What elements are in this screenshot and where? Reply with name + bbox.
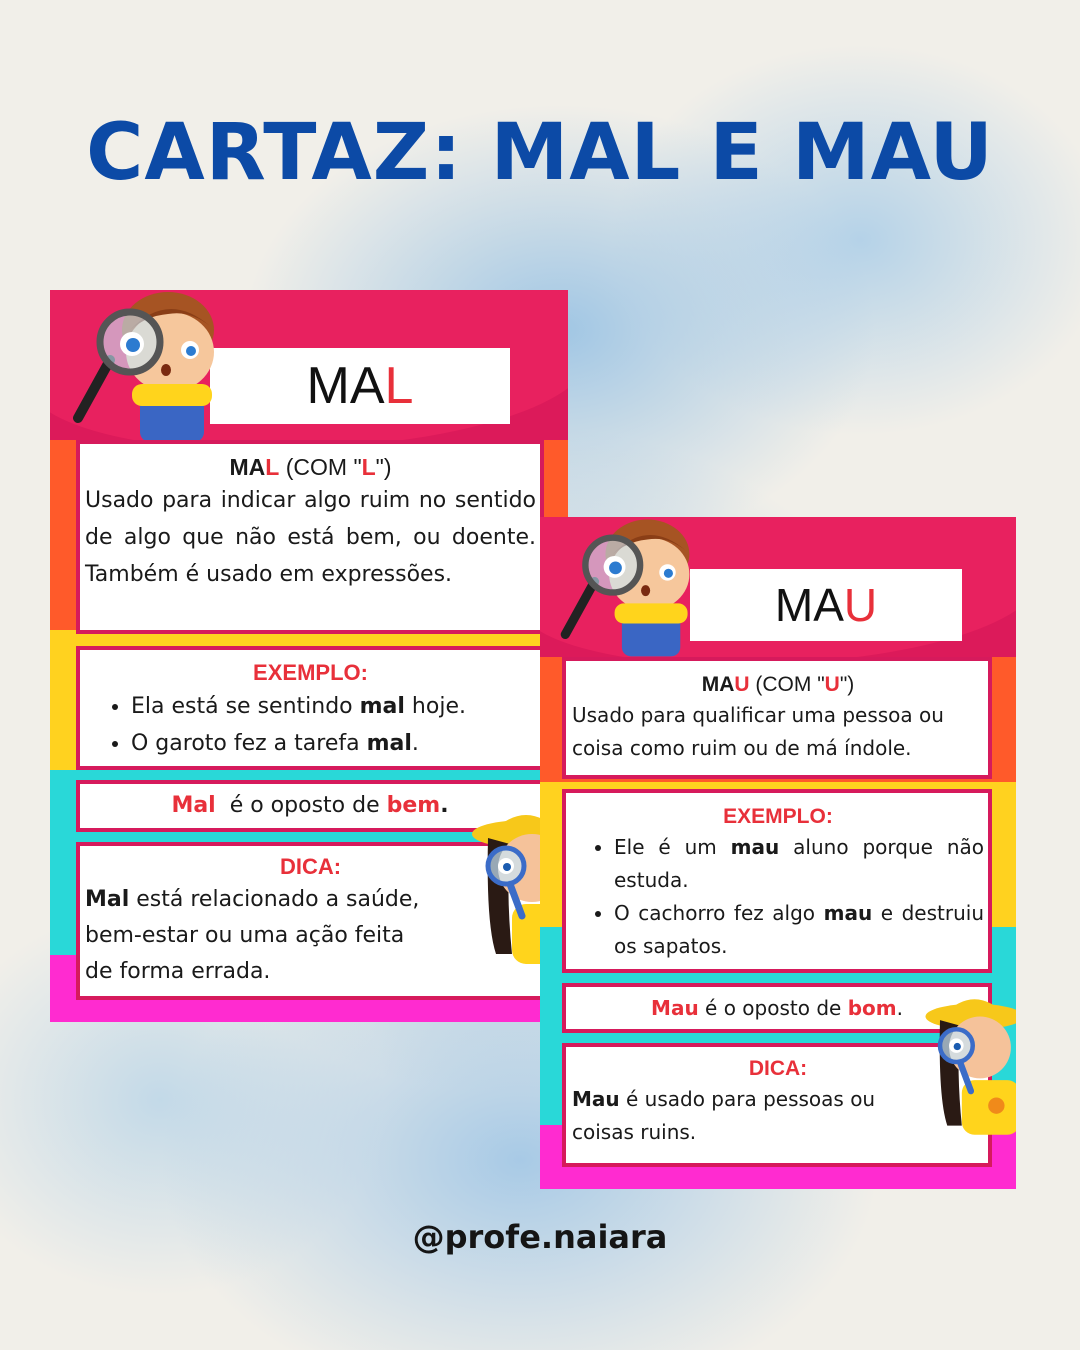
list-item: • O cachorro fez algo mau e destruiu os sapatos. [614, 897, 984, 963]
tip-text: bem-estar ou uma ação feita [85, 923, 405, 948]
author-handle: @profe.naiara [412, 1218, 668, 1256]
definition-heading: MAL (COM "L") [229, 454, 392, 480]
title-prefix: MA [306, 357, 385, 415]
opposite-card: Mau é o oposto de bom. [562, 983, 992, 1033]
title-highlight-letter: U [843, 579, 878, 631]
title-highlight-letter: L [384, 357, 414, 415]
definition-text: Usado para qualificar uma pessoa ou coisa como ruim ou de má índole. [572, 703, 944, 760]
title-prefix: MA [774, 579, 844, 631]
definition-card [76, 440, 544, 634]
list-item: • Ele é um mau aluno porque não estuda. [614, 831, 984, 897]
definition-card [562, 657, 992, 779]
example-list [572, 831, 984, 963]
tip-heading: DICA: [748, 1057, 808, 1080]
poster-mal [50, 290, 568, 1022]
tip-heading: DICA: [279, 854, 342, 879]
tip-text: Mal está relacionado a saúde, [85, 887, 420, 912]
girl-with-magnifier-icon [920, 987, 1016, 1137]
boy-with-magnifier-icon [70, 290, 230, 442]
list-item: • O garoto fez a tarefa mal. [131, 725, 536, 762]
poster-title [690, 569, 962, 641]
poster-mau [540, 517, 1016, 1189]
example-card [76, 646, 544, 770]
opposite-card: Mal é o oposto de bem. [76, 780, 544, 832]
example-heading: EXEMPLO: [723, 805, 833, 828]
tip-text: coisas ruins. [572, 1120, 697, 1144]
list-item: • Ela está se sentindo mal hoje. [131, 688, 536, 725]
example-heading: EXEMPLO: [253, 660, 368, 685]
definition-heading: MAU (COM "U") [701, 673, 855, 696]
example-list [85, 688, 536, 762]
page-title: CARTAZ: MAL E MAU [86, 108, 994, 198]
tip-text: Mau é usado para pessoas ou [572, 1087, 876, 1111]
poster-title [210, 348, 510, 424]
boy-with-magnifier-icon [558, 517, 704, 657]
definition-text: Usado para indicar algo ruim no sentido de algo que não está bem, ou doente. Também é usado em expressões. [85, 488, 536, 587]
tip-text: de forma errada. [85, 959, 271, 984]
example-card [562, 789, 992, 973]
